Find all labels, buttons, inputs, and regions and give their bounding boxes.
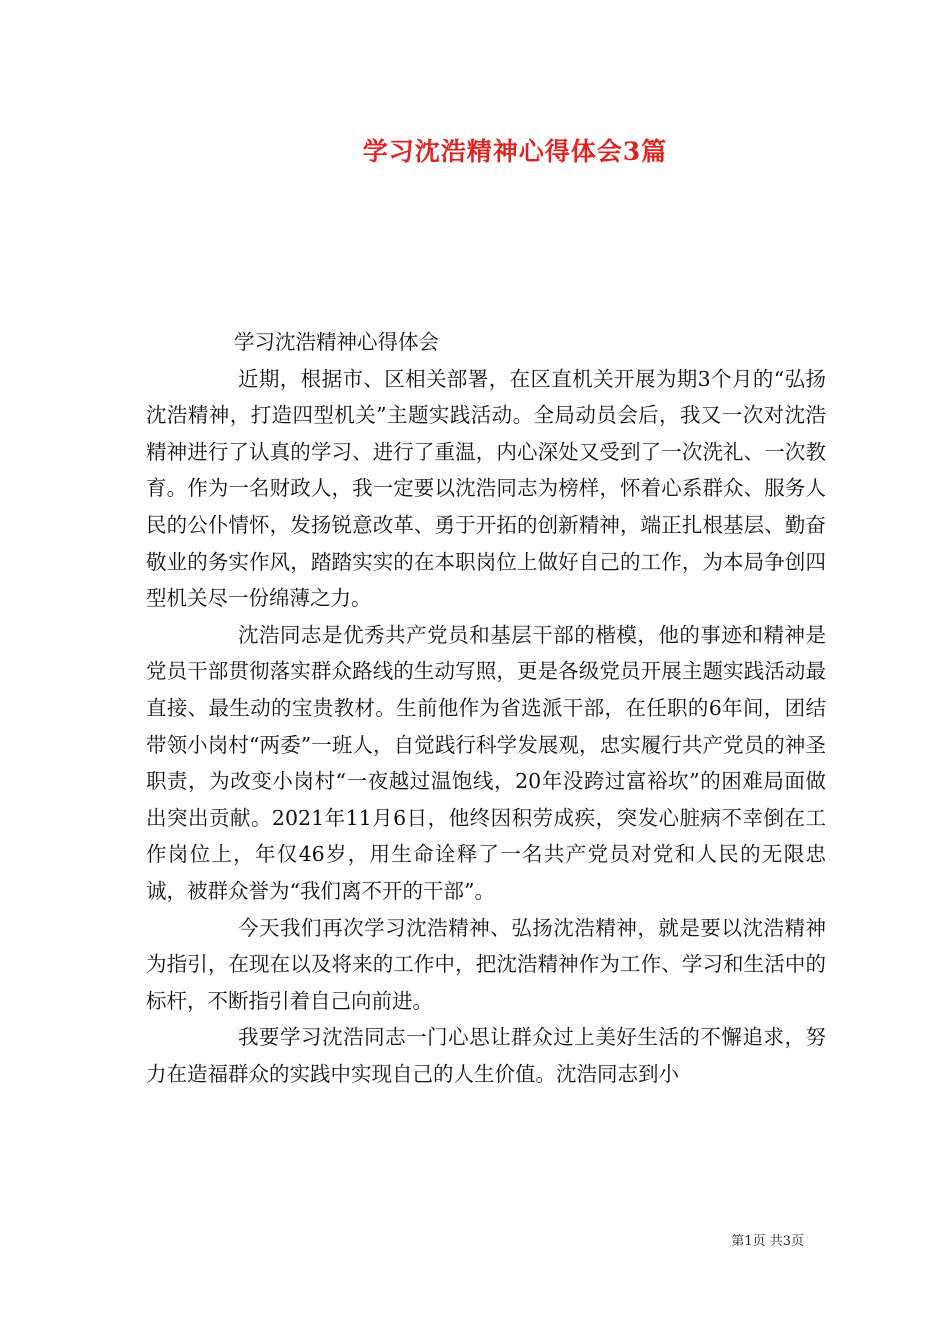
paragraph-2: 沈浩同志是优秀共产党员和基层干部的楷模，他的事迹和精神是党员干部贯彻落实群众路线的生动写照，更是各级党员开展主题实践活动最直接、最生动的宝贵教材。生前他作为省选派干部，在任职的6年间，团结带领小岗村“两委”一班人，自觉践行科学发展观，忠实履行共产党员的神圣职责，为改变小岗村“一夜越过温饱线，20年没跨过富裕坎”的困难局面做出突出贡献。2021年11月6日，他终因积劳成疾，突发心脏病不幸倒在工作岗位上，年仅46岁，用生命诠释了一名共产党员对党和人民的无限忠诚，被群众誉为“我们离不开的干部”。 — [146, 622, 826, 903]
paragraph-1: 近期，根据市、区相关部署，在区直机关开展为期3个月的“弘扬沈浩精神，打造四型机关”主题实践活动。全局动员会后，我又一次对沈浩精神进行了认真的学习、进行了重温，内心深处又受到了一次洗礼、一次教育。作为一名财政人，我一定要以沈浩同志为榜样，怀着心系群众、服务人民的公仆情怀，发扬锐意改革、勇于开拓的创新精神，端正扎根基层、勤奋敬业的务实作风，踏踏实实的在本职岗位上做好自己的工作，为本局争创四型机关尽一份绵薄之力。 — [146, 366, 826, 611]
document-body — [146, 324, 826, 1092]
section-heading: 学习沈浩精神心得体会 — [234, 330, 439, 354]
document-title: 学习沈浩精神心得体会3篇 — [362, 137, 668, 166]
paragraph-3: 今天我们再次学习沈浩精神、弘扬沈浩精神，就是要以沈浩精神为指引，在现在以及将来的工作中，把沈浩精神作为工作、学习和生活中的标杆，不断指引着自己向前进。 — [146, 915, 826, 1013]
page-number-footer: 第1页 共3页 — [731, 1234, 804, 1249]
paragraph-4: 我要学习沈浩同志一门心思让群众过上美好生活的不懈追求，努力在造福群众的实践中实现自己的人生价值。沈浩同志到小 — [146, 1025, 826, 1086]
